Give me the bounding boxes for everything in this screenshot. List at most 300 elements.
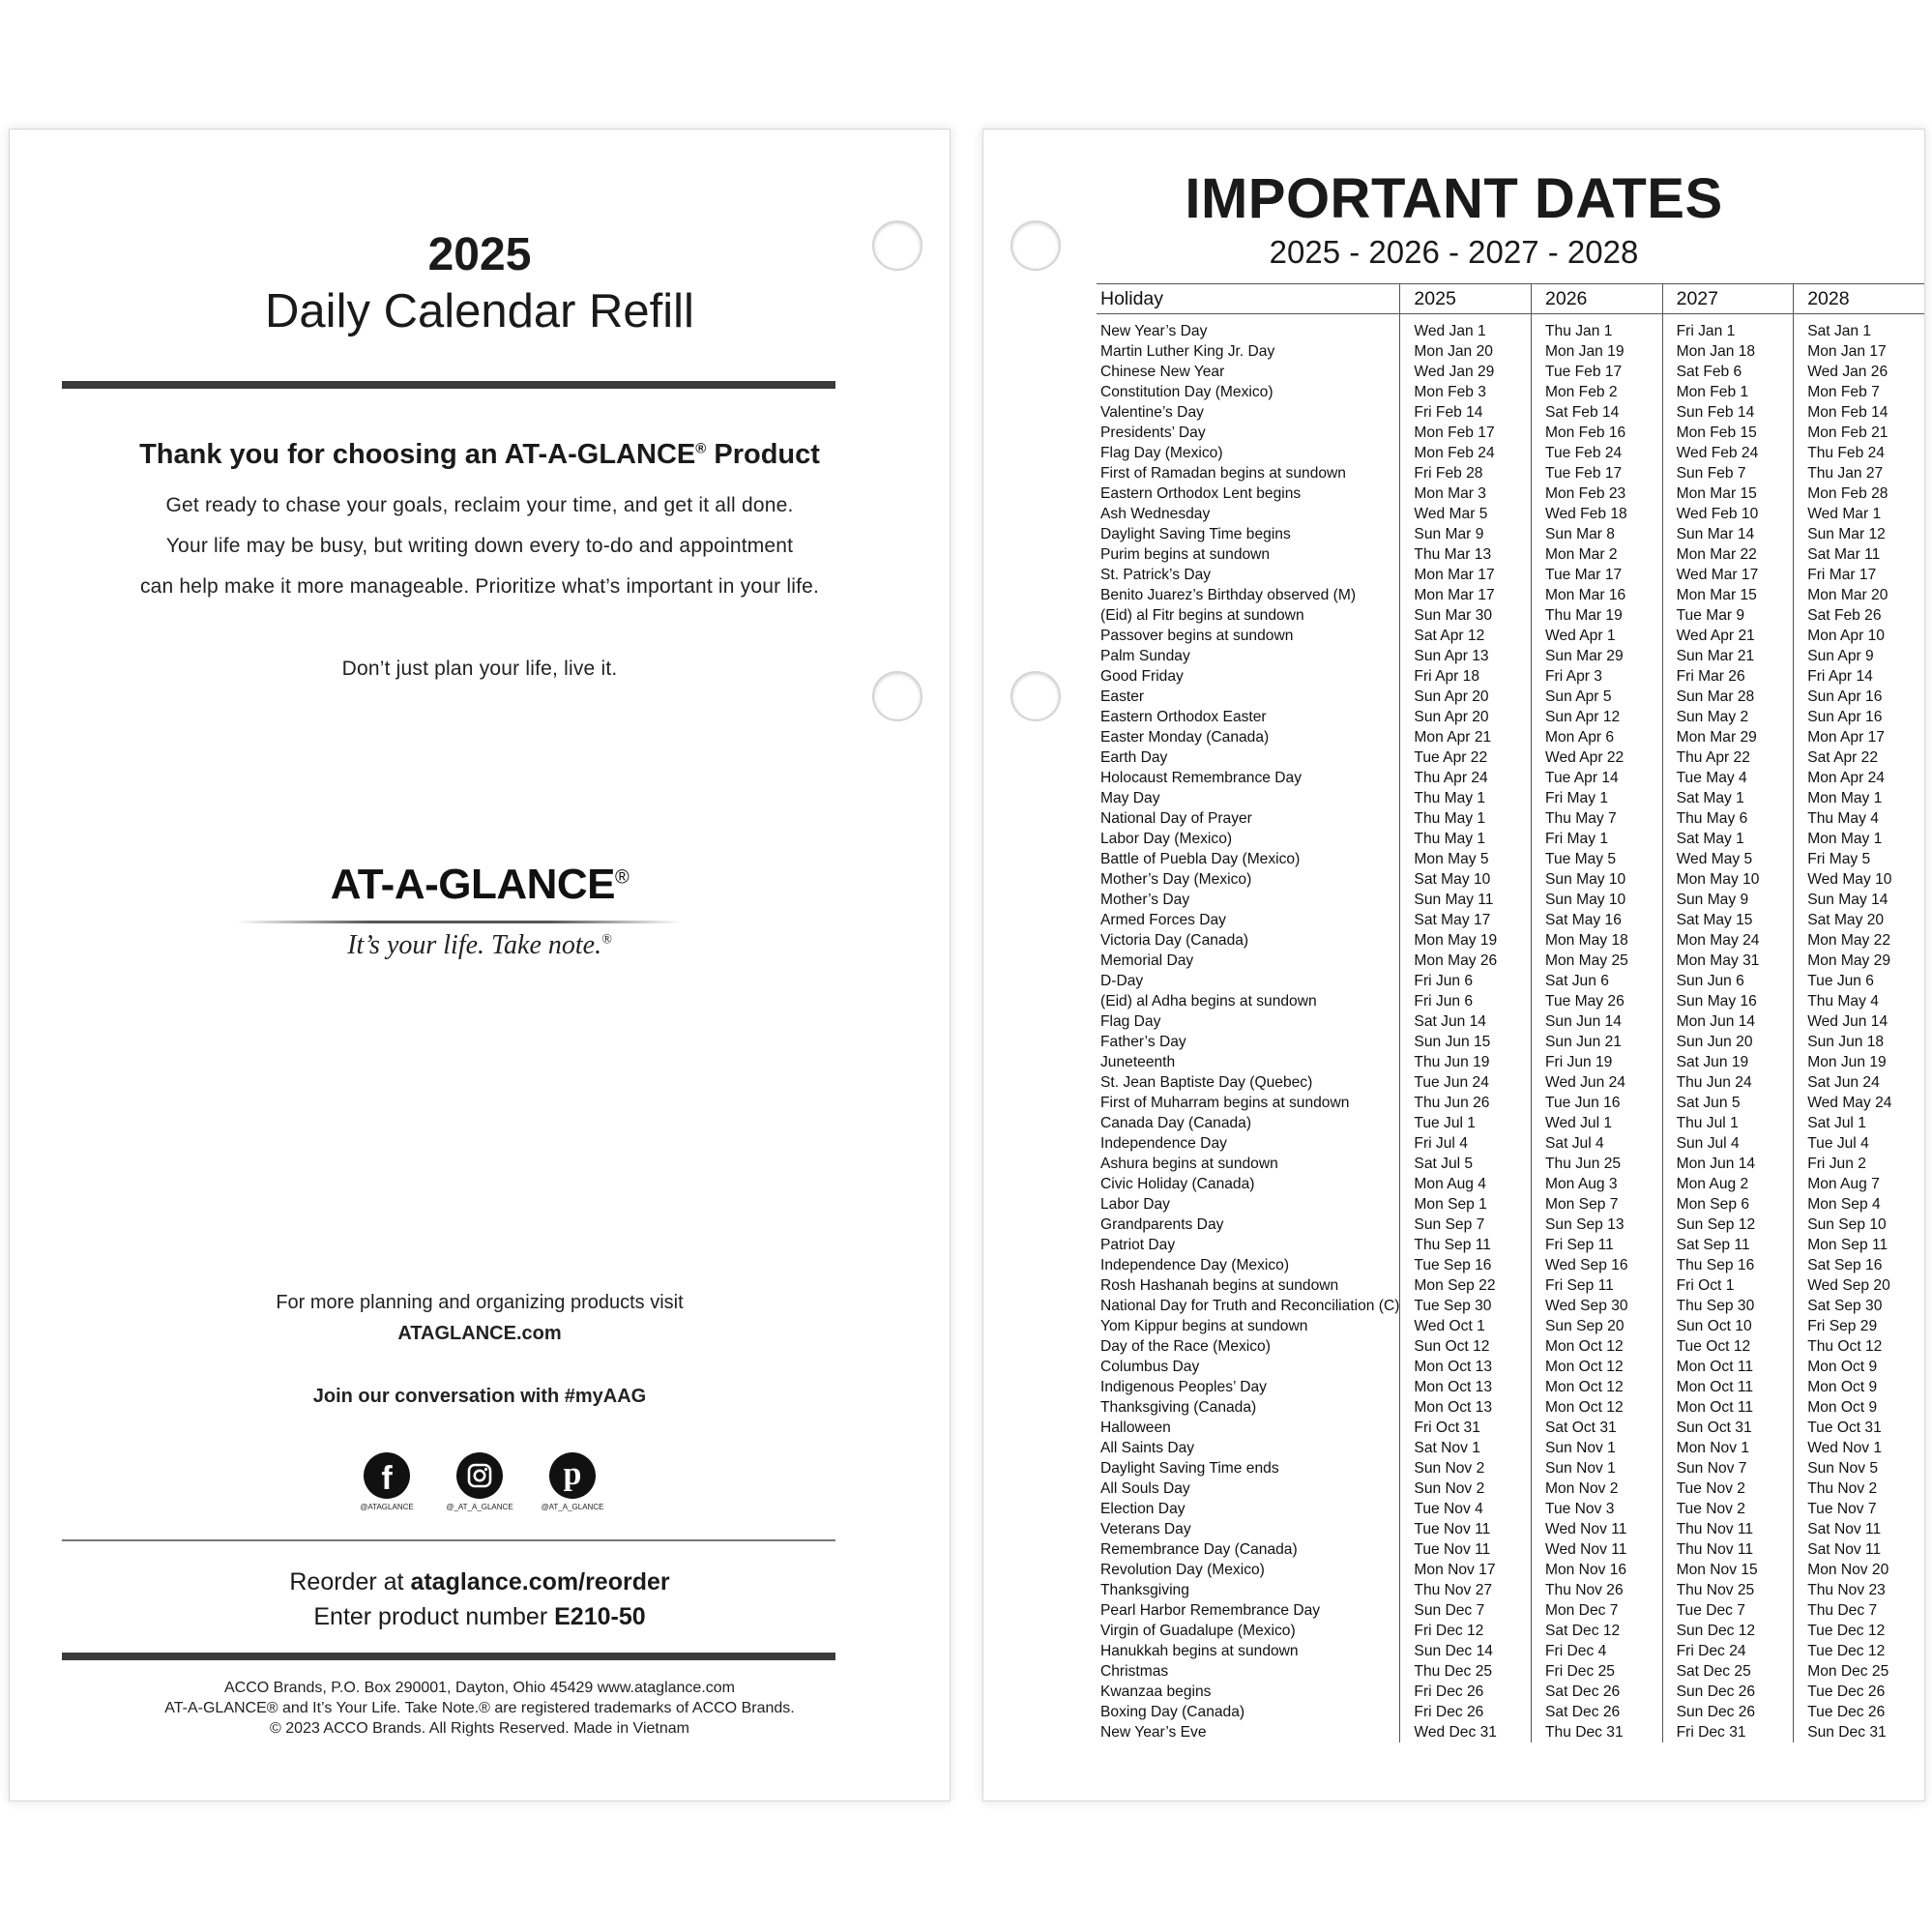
date-2028: Sun Dec 31: [1794, 1722, 1924, 1742]
date-2027: Mon Jun 14: [1662, 1011, 1794, 1032]
date-2028: Thu Feb 24: [1794, 443, 1924, 463]
date-2026: Fri Jun 19: [1532, 1052, 1663, 1072]
date-2025: Sun Apr 13: [1400, 646, 1532, 666]
date-2028: Mon Apr 17: [1794, 727, 1924, 747]
date-2027: Wed Apr 21: [1662, 626, 1794, 646]
holiday-name: St. Jean Baptiste Day (Quebec): [1100, 1074, 1313, 1091]
conversation-text: Join our conversation with #myAAG: [312, 1386, 647, 1407]
holiday-name: Armed Forces Day: [1100, 912, 1226, 928]
table-row: [1097, 1336, 1924, 1357]
date-2028: Tue Dec 26: [1794, 1702, 1924, 1722]
date-2027: Mon Aug 2: [1662, 1174, 1794, 1194]
date-2026: Thu Jan 1: [1532, 314, 1663, 342]
date-2028: Mon Oct 9: [1794, 1377, 1924, 1397]
date-2027: Sat May 1: [1662, 788, 1794, 808]
date-2025: Sat Nov 1: [1400, 1438, 1532, 1458]
column-header-2026: 2026: [1532, 284, 1663, 314]
holiday-name: Christmas: [1100, 1663, 1169, 1680]
date-2028: Mon Feb 28: [1794, 483, 1924, 504]
table-row: [1097, 314, 1924, 342]
holiday-name: National Day of Prayer: [1100, 810, 1252, 827]
holiday-name: Good Friday: [1100, 668, 1184, 685]
holiday-name: Indigenous Peoples’ Day: [1100, 1379, 1267, 1395]
date-2025: Fri Dec 12: [1400, 1621, 1532, 1641]
date-2027: Mon Jan 18: [1662, 341, 1794, 362]
instagram-link[interactable]: [446, 1452, 513, 1511]
holiday-name: St. Patrick’s Day: [1100, 567, 1212, 583]
date-2028: Mon May 29: [1794, 951, 1924, 971]
date-2028: Thu May 4: [1794, 808, 1924, 829]
holiday-name: Chinese New Year: [1100, 364, 1225, 380]
date-2027: Mon Feb 15: [1662, 423, 1794, 443]
date-2027: Sun Dec 26: [1662, 1682, 1794, 1702]
date-2027: Wed Feb 10: [1662, 504, 1794, 524]
date-2026: Mon May 18: [1532, 930, 1663, 951]
date-2028: Mon Nov 20: [1794, 1560, 1924, 1580]
date-2028: Thu Jan 27: [1794, 463, 1924, 483]
date-2028: Mon May 22: [1794, 930, 1924, 951]
date-2028: Sat Mar 11: [1794, 544, 1924, 565]
date-2028: Sat Jun 24: [1794, 1072, 1924, 1093]
date-2028: Mon Jan 17: [1794, 341, 1924, 362]
date-2026: Mon Mar 16: [1532, 585, 1663, 605]
date-2025: Mon Feb 17: [1400, 423, 1532, 443]
intro-line-3: can help make it more manageable. Prioritize what’s important in your life.: [139, 575, 820, 598]
holiday-name: Kwanzaa begins: [1100, 1683, 1212, 1700]
date-2025: Thu Apr 24: [1400, 768, 1532, 788]
date-2026: Wed Sep 30: [1532, 1296, 1663, 1316]
holiday-name: Virgin of Guadalupe (Mexico): [1100, 1623, 1296, 1639]
holiday-name: All Souls Day: [1100, 1480, 1190, 1497]
table-row: [1097, 362, 1924, 382]
date-2025: Sun Nov 2: [1400, 1458, 1532, 1478]
date-2028: Tue Dec 26: [1794, 1682, 1924, 1702]
refill-year: 2025: [427, 229, 532, 280]
table-row: [1097, 646, 1924, 666]
date-2025: Tue Nov 4: [1400, 1499, 1532, 1519]
table-row: [1097, 1316, 1924, 1336]
date-2025: Fri Feb 28: [1400, 463, 1532, 483]
date-2025: Sun Oct 12: [1400, 1336, 1532, 1357]
date-2025: Mon Sep 22: [1400, 1275, 1532, 1296]
date-2028: Tue Nov 7: [1794, 1499, 1924, 1519]
table-row: [1097, 707, 1924, 727]
date-2027: Sun Jul 4: [1662, 1133, 1794, 1154]
date-2026: Sun Sep 20: [1532, 1316, 1663, 1336]
table-row: [1097, 1682, 1924, 1702]
table-body: [1097, 314, 1924, 1743]
date-2028: Fri Jun 2: [1794, 1154, 1924, 1174]
date-2025: Mon May 26: [1400, 951, 1532, 971]
date-2026: Wed Jul 1: [1532, 1113, 1663, 1133]
date-2028: Mon May 1: [1794, 829, 1924, 849]
date-2026: Wed Jun 24: [1532, 1072, 1663, 1093]
date-2027: Thu Apr 22: [1662, 747, 1794, 768]
date-2025: Mon Sep 1: [1400, 1194, 1532, 1215]
facebook-handle: @ATAGLANCE: [360, 1503, 414, 1511]
date-2027: Thu May 6: [1662, 808, 1794, 829]
date-2027: Sun Nov 7: [1662, 1458, 1794, 1478]
holiday-name: New Year’s Eve: [1100, 1724, 1207, 1741]
date-2025: Mon Oct 13: [1400, 1397, 1532, 1418]
date-2026: Sat Jun 6: [1532, 971, 1663, 991]
table-row: [1097, 727, 1924, 747]
table-row: [1097, 991, 1924, 1011]
holiday-name: Martin Luther King Jr. Day: [1100, 343, 1275, 360]
table-row: [1097, 1174, 1924, 1194]
social-links: [10, 1452, 950, 1511]
date-2025: Tue Nov 11: [1400, 1539, 1532, 1560]
logo-swoosh: [237, 921, 682, 923]
table-row: [1097, 1255, 1924, 1275]
date-2028: Sat May 20: [1794, 910, 1924, 930]
date-2027: Sun Dec 26: [1662, 1702, 1794, 1722]
date-2026: Mon May 25: [1532, 951, 1663, 971]
date-2027: Fri Dec 24: [1662, 1641, 1794, 1661]
holiday-name: Thanksgiving (Canada): [1100, 1399, 1257, 1416]
date-2026: Tue Nov 3: [1532, 1499, 1663, 1519]
date-2028: Thu Nov 2: [1794, 1478, 1924, 1499]
date-2027: Thu Nov 11: [1662, 1519, 1794, 1539]
date-2026: Mon Oct 12: [1532, 1357, 1663, 1377]
date-2026: Fri Apr 3: [1532, 666, 1663, 687]
table-row: [1097, 890, 1924, 910]
date-2026: Sat Jul 4: [1532, 1133, 1663, 1154]
date-2027: Mon Sep 6: [1662, 1194, 1794, 1215]
footer-copyright: © 2023 ACCO Brands. All Rights Reserved. Made in Vietnam: [270, 1720, 689, 1737]
date-2026: Sat Dec 26: [1532, 1682, 1663, 1702]
logo-tagline: It’s your life. Take note.®: [347, 930, 612, 960]
date-2026: Mon Nov 16: [1532, 1560, 1663, 1580]
date-2026: Sun May 10: [1532, 890, 1663, 910]
date-2027: Mon May 10: [1662, 869, 1794, 890]
date-2026: Mon Oct 12: [1532, 1377, 1663, 1397]
date-2028: Wed Sep 20: [1794, 1275, 1924, 1296]
date-2027: Tue Oct 12: [1662, 1336, 1794, 1357]
date-2025: Mon Feb 24: [1400, 443, 1532, 463]
date-2027: Tue Dec 7: [1662, 1600, 1794, 1621]
date-2028: Fri May 5: [1794, 849, 1924, 869]
date-2027: Mon May 31: [1662, 951, 1794, 971]
table-header-row: [1097, 284, 1924, 314]
table-row: [1097, 1215, 1924, 1235]
date-2025: Sun Jun 15: [1400, 1032, 1532, 1052]
table-row: [1097, 951, 1924, 971]
date-2025: Fri Dec 26: [1400, 1702, 1532, 1722]
date-2027: Wed May 5: [1662, 849, 1794, 869]
date-2025: Tue Sep 16: [1400, 1255, 1532, 1275]
date-2025: Sun Mar 30: [1400, 605, 1532, 626]
date-2026: Mon Jan 19: [1532, 341, 1663, 362]
date-2028: Mon May 1: [1794, 788, 1924, 808]
date-2027: Sat Dec 25: [1662, 1661, 1794, 1682]
date-2026: Sat Dec 12: [1532, 1621, 1663, 1641]
date-2026: Sun Apr 12: [1532, 707, 1663, 727]
date-2026: Mon Feb 23: [1532, 483, 1663, 504]
table-row: [1097, 1641, 1924, 1661]
holiday-name: Election Day: [1100, 1501, 1186, 1517]
date-2027: Sat Feb 6: [1662, 362, 1794, 382]
date-2026: Wed Feb 18: [1532, 504, 1663, 524]
table-row: [1097, 524, 1924, 544]
date-2026: Tue Jun 16: [1532, 1093, 1663, 1113]
date-2028: Tue Dec 12: [1794, 1621, 1924, 1641]
table-row: [1097, 666, 1924, 687]
date-2025: Mon Jan 20: [1400, 341, 1532, 362]
date-2027: Mon May 24: [1662, 930, 1794, 951]
date-2026: Mon Oct 12: [1532, 1336, 1663, 1357]
table-row: [1097, 1621, 1924, 1641]
holiday-name: (Eid) al Adha begins at sundown: [1100, 993, 1317, 1010]
date-2028: Thu May 4: [1794, 991, 1924, 1011]
table-row: [1097, 483, 1924, 504]
date-2026: Sun Nov 1: [1532, 1458, 1663, 1478]
thank-you-heading: Thank you for choosing an AT-A-GLANCE® Product: [139, 439, 820, 470]
date-2027: Thu Nov 25: [1662, 1580, 1794, 1600]
holiday-name: Purim begins at sundown: [1100, 546, 1271, 563]
holiday-name: Revolution Day (Mexico): [1100, 1562, 1265, 1578]
date-2027: Tue Nov 2: [1662, 1499, 1794, 1519]
date-2028: Wed Jan 26: [1794, 362, 1924, 382]
holiday-name: Mother’s Day: [1100, 892, 1190, 908]
holiday-name: Palm Sunday: [1100, 648, 1190, 664]
table-row: [1097, 1154, 1924, 1174]
website-link[interactable]: ATAGLANCE.com: [397, 1323, 562, 1344]
table-row: [1097, 747, 1924, 768]
date-2028: Mon Apr 24: [1794, 768, 1924, 788]
table-row: [1097, 1093, 1924, 1113]
table-row: [1097, 768, 1924, 788]
date-2025: Wed Jan 1: [1400, 314, 1532, 342]
holiday-name: Daylight Saving Time ends: [1100, 1460, 1279, 1477]
date-2027: Fri Dec 31: [1662, 1722, 1794, 1742]
date-2025: Sat Jul 5: [1400, 1154, 1532, 1174]
date-2026: Wed Apr 22: [1532, 747, 1663, 768]
date-2028: Mon Oct 9: [1794, 1357, 1924, 1377]
date-2028: Mon Dec 25: [1794, 1661, 1924, 1682]
holiday-name: Passover begins at sundown: [1100, 628, 1294, 644]
date-2028: Sat Nov 11: [1794, 1539, 1924, 1560]
table-row: [1097, 504, 1924, 524]
date-2026: Thu May 7: [1532, 808, 1663, 829]
date-2027: Fri Mar 26: [1662, 666, 1794, 687]
date-2026: Sun Sep 13: [1532, 1215, 1663, 1235]
table-row: [1097, 402, 1924, 423]
date-2025: Fri Apr 18: [1400, 666, 1532, 687]
date-2027: Mon Mar 15: [1662, 585, 1794, 605]
date-2025: Thu May 1: [1400, 808, 1532, 829]
date-2025: Fri Jun 6: [1400, 991, 1532, 1011]
date-2025: Wed Dec 31: [1400, 1722, 1532, 1742]
date-2026: Mon Mar 2: [1532, 544, 1663, 565]
product-number: E210-50: [554, 1603, 646, 1630]
table-row: [1097, 1011, 1924, 1032]
date-2026: Thu Jun 25: [1532, 1154, 1663, 1174]
date-2025: Sun Apr 20: [1400, 687, 1532, 707]
date-2026: Tue Apr 14: [1532, 768, 1663, 788]
holiday-name: Valentine’s Day: [1100, 404, 1204, 421]
date-2027: Sat Jun 5: [1662, 1093, 1794, 1113]
date-2025: Fri Dec 26: [1400, 1682, 1532, 1702]
date-2027: Sun Mar 21: [1662, 646, 1794, 666]
important-dates-years: 2025 - 2026 - 2027 - 2028: [1269, 234, 1639, 270]
date-2028: Thu Oct 12: [1794, 1336, 1924, 1357]
table-row: [1097, 1296, 1924, 1316]
date-2027: Sun Mar 14: [1662, 524, 1794, 544]
date-2028: Thu Dec 7: [1794, 1600, 1924, 1621]
date-2028: Sun Nov 5: [1794, 1458, 1924, 1478]
table-row: [1097, 808, 1924, 829]
date-2025: Mon Feb 3: [1400, 382, 1532, 402]
column-header-2027: 2027: [1662, 284, 1794, 314]
date-2026: Sat May 16: [1532, 910, 1663, 930]
table-row: [1097, 382, 1924, 402]
date-2025: Thu Jun 19: [1400, 1052, 1532, 1072]
binder-hole-middle-left: [1010, 671, 1061, 721]
facebook-link[interactable]: [360, 1452, 414, 1511]
date-2028: Mon Oct 9: [1794, 1397, 1924, 1418]
date-2026: Tue May 5: [1532, 849, 1663, 869]
date-2028: Sat Nov 11: [1794, 1519, 1924, 1539]
table-row: [1097, 1519, 1924, 1539]
date-2025: Tue Apr 22: [1400, 747, 1532, 768]
date-2025: Tue Nov 11: [1400, 1519, 1532, 1539]
date-2027: Tue Nov 2: [1662, 1478, 1794, 1499]
table-row: [1097, 1418, 1924, 1438]
date-2028: Wed Mar 1: [1794, 504, 1924, 524]
date-2026: Fri Dec 4: [1532, 1641, 1663, 1661]
date-2028: Mon Feb 7: [1794, 382, 1924, 402]
date-2026: Fri May 1: [1532, 829, 1663, 849]
date-2027: Tue Mar 9: [1662, 605, 1794, 626]
date-2028: Sun Apr 16: [1794, 687, 1924, 707]
date-2027: Fri Jan 1: [1662, 314, 1794, 342]
table-row: [1097, 869, 1924, 890]
date-2025: Fri Jun 6: [1400, 971, 1532, 991]
intro-line-1: Get ready to chase your goals, reclaim your time, and get it all done.: [165, 494, 794, 516]
date-2025: Mon May 5: [1400, 849, 1532, 869]
holiday-name: Independence Day: [1100, 1135, 1227, 1152]
date-2028: Wed Jun 14: [1794, 1011, 1924, 1032]
date-2028: Wed Nov 1: [1794, 1438, 1924, 1458]
date-2025: Wed Mar 5: [1400, 504, 1532, 524]
holiday-name: Columbus Day: [1100, 1359, 1200, 1375]
footer-divider: [62, 1653, 835, 1660]
date-2027: Sat May 15: [1662, 910, 1794, 930]
date-2025: Sun Mar 9: [1400, 524, 1532, 544]
facebook-icon: f: [364, 1452, 410, 1499]
table-row: [1097, 1661, 1924, 1682]
left-page: [9, 129, 951, 1801]
holiday-name: Eastern Orthodox Lent begins: [1100, 485, 1302, 502]
date-2027: Sun Jun 20: [1662, 1032, 1794, 1052]
date-2027: Mon Mar 29: [1662, 727, 1794, 747]
reorder-line: Reorder at ataglance.com/reorder: [289, 1568, 670, 1595]
holiday-name: Labor Day (Mexico): [1100, 831, 1233, 847]
column-header-holiday: Holiday: [1097, 284, 1400, 314]
date-2028: Mon Apr 10: [1794, 626, 1924, 646]
holiday-name: Patriot Day: [1100, 1237, 1176, 1253]
date-2025: Tue Jun 24: [1400, 1072, 1532, 1093]
date-2028: Fri Sep 29: [1794, 1316, 1924, 1336]
table-row: [1097, 1235, 1924, 1255]
table-row: [1097, 544, 1924, 565]
table-row: [1097, 829, 1924, 849]
holiday-name: May Day: [1100, 790, 1160, 806]
reorder-link[interactable]: ataglance.com/reorder: [410, 1568, 670, 1595]
holiday-name: Flag Day: [1100, 1013, 1161, 1030]
table-row: [1097, 1499, 1924, 1519]
date-2025: Sat Jun 14: [1400, 1011, 1532, 1032]
date-2028: Sat Sep 16: [1794, 1255, 1924, 1275]
table-row: [1097, 1478, 1924, 1499]
table-row: [1097, 687, 1924, 707]
date-2027: Mon Mar 15: [1662, 483, 1794, 504]
table-row: [1097, 1458, 1924, 1478]
date-2028: Mon Mar 20: [1794, 585, 1924, 605]
date-2026: Fri May 1: [1532, 788, 1663, 808]
holiday-name: First of Ramadan begins at sundown: [1100, 465, 1346, 482]
date-2026: Mon Sep 7: [1532, 1194, 1663, 1215]
date-2026: Tue Feb 24: [1532, 443, 1663, 463]
pinterest-link[interactable]: [541, 1452, 604, 1511]
holiday-name: Pearl Harbor Remembrance Day: [1100, 1602, 1321, 1619]
date-2025: Sat May 17: [1400, 910, 1532, 930]
holiday-name: Victoria Day (Canada): [1100, 932, 1249, 949]
holiday-name: Daylight Saving Time begins: [1100, 526, 1291, 542]
table-row: [1097, 1133, 1924, 1154]
date-2026: Tue Feb 17: [1532, 463, 1663, 483]
holiday-name: Thanksgiving: [1100, 1582, 1189, 1598]
date-2027: Sun Oct 10: [1662, 1316, 1794, 1336]
holiday-name: Eastern Orthodox Easter: [1100, 709, 1267, 725]
holiday-name: Civic Holiday (Canada): [1100, 1176, 1255, 1192]
table-row: [1097, 1560, 1924, 1580]
date-2028: Tue Jun 6: [1794, 971, 1924, 991]
date-2028: Thu Nov 23: [1794, 1580, 1924, 1600]
holiday-name: Father’s Day: [1100, 1034, 1186, 1050]
date-2025: Sat May 10: [1400, 869, 1532, 890]
holiday-name: Remembrance Day (Canada): [1100, 1541, 1298, 1558]
date-2027: Fri Oct 1: [1662, 1275, 1794, 1296]
holiday-name: Easter Monday (Canada): [1100, 729, 1270, 746]
holiday-name: National Day for Truth and Reconciliation (C): [1100, 1298, 1400, 1314]
date-2027: Mon Oct 11: [1662, 1357, 1794, 1377]
date-2026: Sun Apr 5: [1532, 687, 1663, 707]
date-2026: Sat Feb 14: [1532, 402, 1663, 423]
date-2026: Mon Dec 7: [1532, 1600, 1663, 1621]
date-2027: Wed Feb 24: [1662, 443, 1794, 463]
intro-line-2: Your life may be busy, but writing down every to-do and appointment: [165, 535, 794, 557]
date-2027: Sun Sep 12: [1662, 1215, 1794, 1235]
date-2028: Sat Jan 1: [1794, 314, 1924, 342]
table-row: [1097, 463, 1924, 483]
date-2027: Mon Feb 1: [1662, 382, 1794, 402]
table-row: [1097, 1438, 1924, 1458]
date-2025: Fri Oct 31: [1400, 1418, 1532, 1438]
date-2025: Tue Sep 30: [1400, 1296, 1532, 1316]
date-2027: Mon Nov 15: [1662, 1560, 1794, 1580]
date-2028: Mon Jun 19: [1794, 1052, 1924, 1072]
holiday-name: Flag Day (Mexico): [1100, 445, 1223, 461]
table-row: [1097, 1722, 1924, 1742]
date-2026: Sun May 10: [1532, 869, 1663, 890]
pinterest-handle: @AT_A_GLANCE: [541, 1503, 604, 1511]
date-2028: Fri Apr 14: [1794, 666, 1924, 687]
date-2026: Tue Mar 17: [1532, 565, 1663, 585]
date-2028: Sat Feb 26: [1794, 605, 1924, 626]
table-row: [1097, 1072, 1924, 1093]
